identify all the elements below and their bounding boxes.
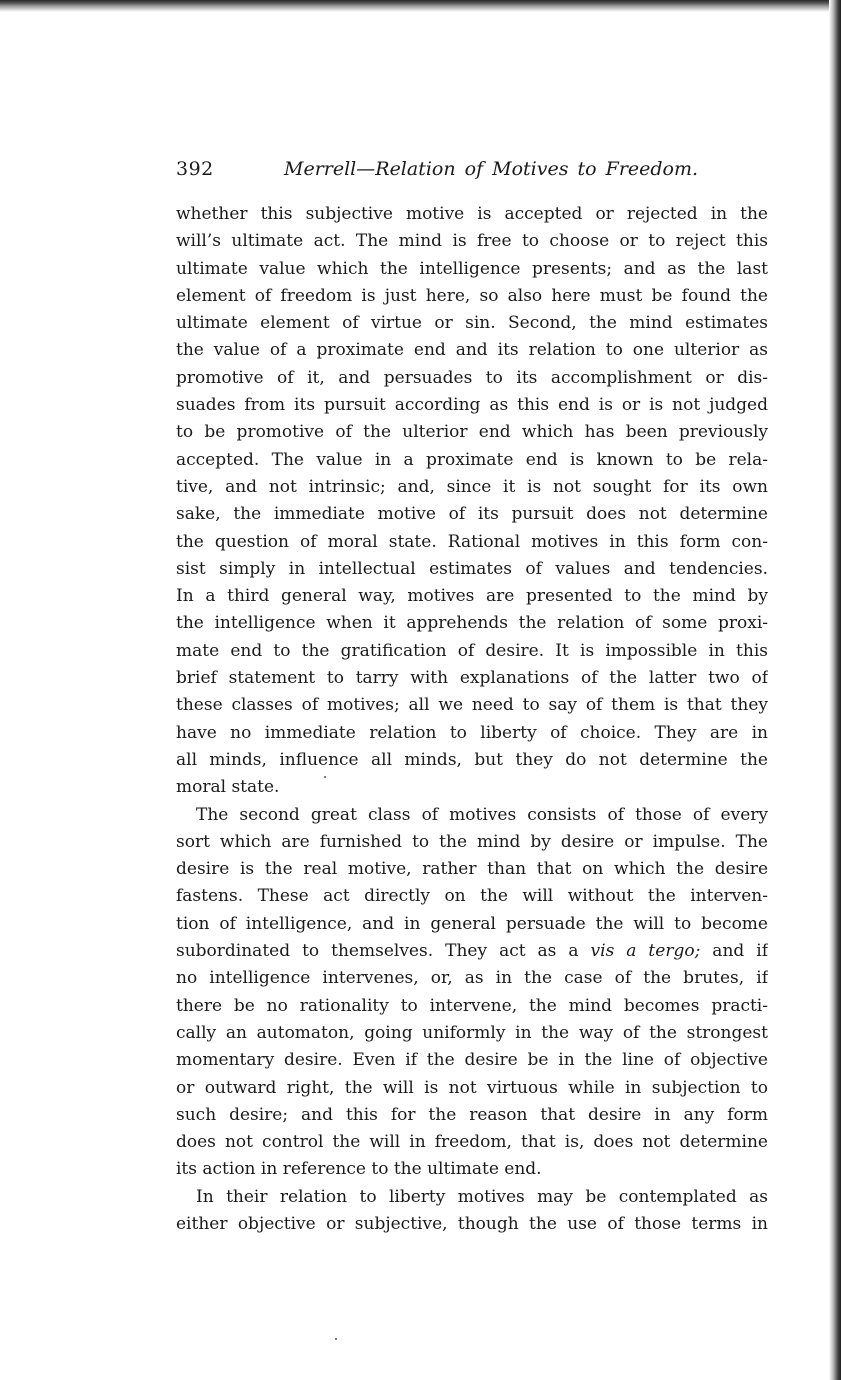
running-title: Merrell—Relation of Motives to Freedom. xyxy=(284,158,699,180)
text-line: tion of intelligence, and in general persuade the will to become xyxy=(176,913,768,934)
text-line: such desire; and this for the reason that desire in any form xyxy=(176,1104,768,1125)
text-segment: and if xyxy=(700,941,768,962)
text-line: sort which are furnished to the mind by desire or impulse. The xyxy=(176,831,768,852)
text-line: brief statement to tarry with explanations of the latter two of xyxy=(176,668,768,689)
text-line: The second great class of motives consists of those of every xyxy=(196,804,768,825)
scan-speck xyxy=(324,776,326,778)
text-line: cally an automaton, going uniformly in the way of the strongest xyxy=(176,1022,768,1043)
body-text xyxy=(176,201,768,1238)
text-line: In a third general way, motives are presented to the mind by xyxy=(176,586,768,607)
text-line: ultimate element of virtue or sin. Second, the mind estimates xyxy=(176,313,768,334)
italic-phrase: vis a tergo; xyxy=(590,941,701,962)
text-line: or outward right, the will is not virtuous while in subjection to xyxy=(176,1077,768,1098)
text-line: there be no rationality to intervene, the mind becomes practi- xyxy=(176,995,768,1016)
text-line: the value of a proximate end and its relation to one ulterior as xyxy=(176,340,768,361)
scan-speck xyxy=(335,1338,337,1340)
text-line: its action in reference to the ultimate end. xyxy=(176,1159,542,1180)
text-line: desire is the real motive, rather than that on which the desire xyxy=(176,859,768,880)
text-segment: subordinated to themselves. They act as a xyxy=(176,941,591,962)
text-line: ultimate value which the intelligence presents; and as the last xyxy=(176,258,768,279)
text-line: whether this subjective motive is accepted or rejected in the xyxy=(176,204,768,224)
text-line: suades from its pursuit according as this end is or is not judged xyxy=(176,395,768,416)
text-line: mate end to the gratification of desire. It is impossible in this xyxy=(176,640,768,661)
text-line: In their relation to liberty motives may be contemplated as xyxy=(196,1186,768,1207)
text-line: all minds, influence all minds, but they do not determine the xyxy=(176,749,768,770)
text-line: to be promotive of the ulterior end which has been previously xyxy=(176,422,768,443)
text-line: sist simply in intellectual estimates of values and tendencies. xyxy=(176,558,768,579)
text-line: have no immediate relation to liberty of choice. They are in xyxy=(176,722,768,743)
text-line: the question of moral state. Rational motives in this form con- xyxy=(176,531,768,552)
text-line: fastens. These act directly on the will without the interven- xyxy=(176,886,768,907)
page-header xyxy=(176,156,768,182)
text-line: either objective or subjective, though the use of those terms in xyxy=(176,1213,768,1234)
scan-edge-top xyxy=(0,0,841,12)
text-line: accepted. The value in a proximate end is known to be rela- xyxy=(176,449,768,470)
text-line: no intelligence intervenes, or, as in the case of the brutes, if xyxy=(176,968,768,989)
text-line: will’s ultimate act. The mind is free to choose or to reject this xyxy=(176,231,768,252)
text-line: these classes of motives; all we need to say of them is that they xyxy=(176,695,768,716)
text-line: element of freedom is just here, so also here must be found the xyxy=(176,285,768,306)
text-line: sake, the immediate motive of its pursuit does not determine xyxy=(176,504,768,525)
text-line: momentary desire. Even if the desire be in the line of objective xyxy=(176,1050,768,1071)
page-number: 392 xyxy=(176,158,214,180)
scan-edge-right xyxy=(829,0,841,1380)
text-line-with-italic xyxy=(176,938,768,965)
text-line: moral state. xyxy=(176,777,280,798)
text-line: does not control the will in freedom, that is, does not determine xyxy=(176,1132,768,1153)
text-line: the intelligence when it apprehends the relation of some proxi- xyxy=(176,613,768,634)
text-line: tive, and not intrinsic; and, since it is not sought for its own xyxy=(176,476,768,497)
text-line: promotive of it, and persuades to its accomplishment or dis- xyxy=(176,367,768,388)
